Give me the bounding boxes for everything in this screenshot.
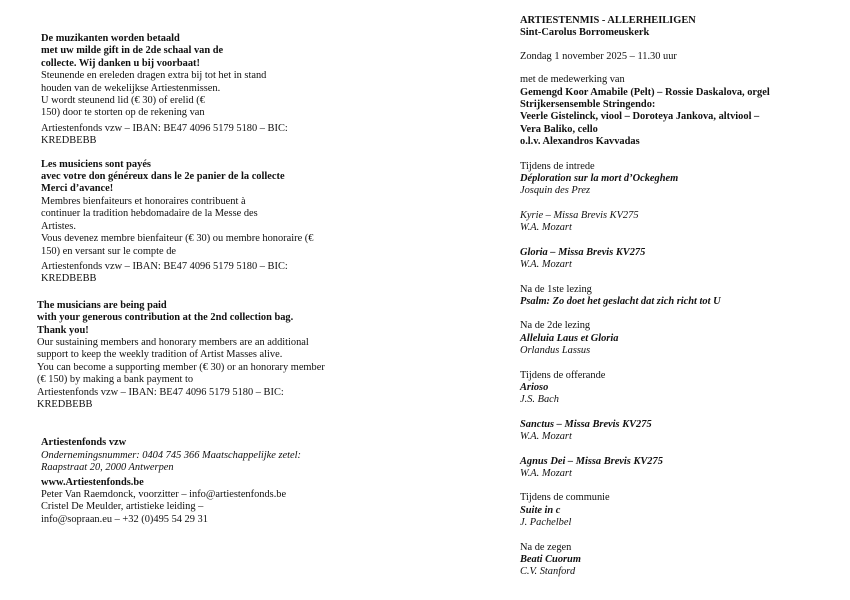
fr-text: Membres bienfaiteurs et honoraires contribuent à [41, 195, 246, 207]
en-heading-1: The musicians are being paid [37, 299, 167, 311]
fr-heading-3: Merci d’avance! [41, 183, 114, 195]
nl-heading-3: collecte. Wij danken u bij voorbaat! [41, 57, 200, 69]
program-moment: Na de 2de lezing [520, 320, 591, 332]
program-moment: Tijdens de offerande [520, 369, 606, 381]
en-text: You can become a supporting member (€ 30) or an honorary member [37, 361, 325, 373]
program-moment: Na de zegen [520, 541, 572, 553]
program-title: Arioso [520, 381, 549, 393]
fr-text: continuer la tradition hebdomadaire de la Messe des [41, 208, 258, 220]
program-title: Déploration sur la mort d’Ockeghem [520, 173, 679, 185]
program-composer: C.V. Stanford [520, 566, 576, 578]
en-iban: Artiestenfonds vzw – IBAN: BE47 4096 5179 5180 – BIC: [37, 386, 284, 398]
program-item [520, 210, 820, 235]
program-item [520, 320, 820, 357]
nl-bic: KREDBEBB [41, 135, 97, 147]
footer-section [41, 437, 341, 526]
nl-text: 150) door te storten op de rekening van [41, 107, 205, 119]
program-moment: Tijdens de communie [520, 492, 610, 504]
footer-chair: Peter Van Raemdonck, voorzitter – info@artiestenfonds.be [41, 489, 287, 500]
program-item [520, 284, 820, 309]
nl-text: U wordt steunend lid (€ 30) of erelid (€ [41, 95, 205, 107]
program-composer: W.A. Mozart [520, 431, 572, 443]
french-section [41, 159, 341, 286]
service-date: Zondag 1 november 2025 – 11.30 uur [520, 50, 677, 62]
fr-text: 150) en versant sur le compte de [41, 245, 177, 257]
fr-text: Artistes. [41, 220, 76, 232]
program-item [520, 492, 820, 529]
cooperation-intro: met de medewerking van [520, 74, 625, 86]
footer-artistic-lead: Cristel De Meulder, artistieke leiding – [41, 501, 204, 513]
nl-text: Steunende en ereleden dragen extra bij tot het in stand [41, 70, 267, 82]
program-item [520, 542, 820, 579]
performer-line: Veerle Gistelinck, viool – Doroteya Jankova, altviool – [520, 111, 760, 123]
fr-heading-1: Les musiciens sont payés [41, 158, 151, 170]
performer-line: Vera Baliko, cello [520, 123, 598, 135]
nl-heading-1: De muzikanten worden betaald [41, 33, 180, 44]
program-title: Kyrie – Missa Brevis KV275 [520, 209, 639, 221]
page-title: ARTIESTENMIS - ALLERHEILIGEN [520, 15, 696, 26]
dutch-section [41, 33, 341, 148]
program-title: Beati Cuorum [520, 554, 581, 565]
program-composer: W.A. Mozart [520, 259, 572, 271]
program-composer: Josquin des Prez [520, 185, 591, 197]
en-heading-3: Thank you! [37, 324, 89, 336]
footer-address: Raapstraat 20, 2000 Antwerpen [41, 462, 174, 474]
program-composer: Orlandus Lassus [520, 345, 591, 357]
nl-text: houden van de wekelijkse Artiestenmissen. [41, 82, 221, 94]
program-item [520, 161, 820, 198]
program-title: Agnus Dei – Missa Brevis KV275 [520, 455, 663, 467]
fr-text: Vous devenez membre bienfaiteur (€ 30) ou membre honoraire (€ [41, 233, 314, 245]
program-composer: W.A. Mozart [520, 222, 572, 234]
performer-line: Gemengd Koor Amabile (Pelt) – Rossie Daskalova, orgel [520, 86, 770, 98]
footer-website-link[interactable]: www.Artiestenfonds.be [41, 476, 144, 488]
program-item [520, 419, 820, 444]
en-heading-2: with your generous contribution at the 2nd collection bag. [37, 312, 294, 324]
en-text: Our sustaining members and honorary members are an additional [37, 336, 309, 348]
performer-line: Strijkersensemble Stringendo: [520, 99, 656, 111]
en-text: support to keep the weekly tradition of Artist Masses alive. [37, 349, 283, 361]
conductor-line: o.l.v. Alexandros Kavvadas [520, 136, 640, 148]
program-title: Psalm: Zo doet het geslacht dat zich richt tot U [520, 295, 721, 307]
program-item [520, 247, 820, 272]
fr-heading-2: avec votre don généreux dans le 2e panier de la collecte [41, 171, 285, 183]
program-item [520, 370, 820, 407]
fr-bic: KREDBEBB [41, 273, 97, 285]
en-bic: KREDBEBB [37, 398, 93, 410]
english-section [37, 300, 341, 412]
en-text: (€ 150) by making a bank payment to [37, 374, 194, 386]
fr-iban: Artiestenfonds vzw – IBAN: BE47 4096 5179 5180 – BIC: [41, 260, 288, 272]
program-column [520, 15, 820, 591]
program-item [520, 456, 820, 481]
program-title: Alleluia Laus et Gloria [520, 332, 619, 344]
program-composer: J.S. Bach [520, 394, 559, 406]
program-title: Suite in c [520, 504, 561, 516]
cooperation-block [520, 74, 820, 148]
nl-heading-2: met uw milde gift in de 2de schaal van de [41, 45, 224, 57]
donation-column [37, 33, 341, 526]
program-composer: W.A. Mozart [520, 467, 572, 479]
program-title: Sanctus – Missa Brevis KV275 [520, 418, 652, 430]
program-moment: Tijdens de intrede [520, 160, 595, 172]
church-name: Sint-Carolus Borromeuskerk [520, 27, 650, 39]
footer-contact: info@sopraan.eu – +32 (0)495 54 29 31 [41, 513, 208, 525]
footer-company-number: Ondernemingsnummer: 0404 745 366 Maatschappelijke zetel: [41, 449, 302, 461]
program-title: Gloria – Missa Brevis KV275 [520, 246, 646, 258]
program-composer: J. Pachelbel [520, 517, 572, 529]
program-moment: Na de 1ste lezing [520, 283, 592, 295]
nl-iban: Artiestenfonds vzw – IBAN: BE47 4096 5179 5180 – BIC: [41, 122, 288, 134]
footer-org: Artiestenfonds vzw [41, 437, 127, 449]
